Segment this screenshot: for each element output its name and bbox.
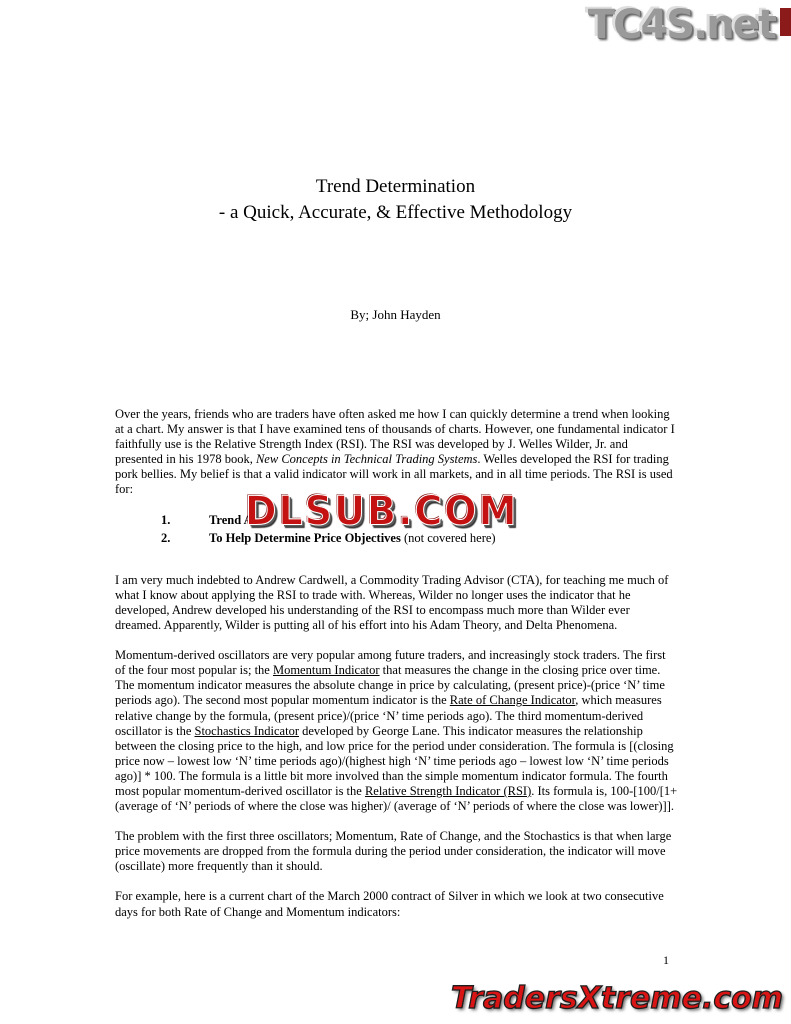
page-number: 1: [663, 953, 669, 967]
list-item-2-label: To Help Determine Price Objectives: [209, 530, 401, 545]
list-item-1-number: 1.: [161, 512, 171, 527]
paragraph-example: For example, here is a current chart of the March 2000 contract of Silver in which we look at two consecutive days for both Rate of Change and Momentum indicators:: [115, 889, 664, 919]
p3-text-e: . Its formula is, 100-[100/[1+(average of ‘N’ periods of where the close was higher)/ (average of ‘N’ periods of where the close was lower)]].: [115, 783, 678, 814]
tradersxtreme-logo: TradersXtreme.com: [451, 981, 783, 1016]
p3-text-c: , which measures relative change by the formula, (present price)/(price ‘N’ time periods ago). The third momentum-derived oscillator is the: [115, 693, 662, 738]
momentum-indicator-term: Momentum Indicator: [272, 663, 380, 678]
stochastics-term: Stochastics Indicator: [194, 723, 299, 738]
p3-text-a: Momentum-derived oscillators are very popular among future traders, and increasingly stock traders. The first of the four most popular is; the: [115, 648, 666, 678]
title-line-1: Trend Determination: [315, 176, 476, 197]
p1-text-cont: . Welles developed the RSI for trading pork bellies. My belief is that a valid indicator will work in all markets, and in all time periods. The RSI is used for:: [115, 452, 673, 497]
list-item-1-label: Trend A: [209, 512, 253, 527]
paragraph-oscillators: [115, 648, 678, 814]
p3-text-d: developed by George Lane. This indicator measures the relationship between the closing price to the high, and low price for the period under consideration. The formula is [(closing price now – lowest low ‘N’ time periods ago)/(highest high ‘N’ time periods ago – lowest low ‘N’ time periods ago)] * 100. The formula is a little bit more involved than the simple momentum indicator formula. The fourth most popular momentum-derived oscillator is the: [115, 723, 674, 798]
paragraph-intro: [115, 407, 678, 498]
p1-text: Over the years, friends who are traders have often asked me how I can quickly determine a trend when looking at a chart. My answer is that I have examined tens of thousands of charts. However, one fundamental indicator I faithfully use is the Relative Strength Index (RSI). The RSI was developed by J. Welles Wilder, Jr. and presented in his 1978 book,: [115, 407, 675, 467]
title-line-2: - a Quick, Accurate, & Effective Methodology: [218, 202, 573, 223]
p3-text-b: that measures the change in the closing price over time. The momentum indicator measures the absolute change in price by calculating, (present price)-(price ‘N’ time periods ago). The second most popular momentum indicator is the: [115, 663, 665, 708]
paragraph-cardwell: I am very much indebted to Andrew Cardwell, a Commodity Trading Advisor (CTA), for teaching me much of what I know about applying the RSI to trade with. Whereas, Wilder no longer uses the indicator that he developed, Andrew developed his understanding of the RSI to encompass much more than Wilder ever dreamed. Apparently, Wilder is putting all of his effort into his Adam Theory, and Delta Phenomena.: [115, 572, 669, 633]
body-text: [115, 407, 678, 935]
dlsub-watermark: DLSUB.COM: [245, 487, 519, 535]
tc4s-logo-red-block: [780, 8, 791, 36]
document-title: [0, 174, 791, 226]
list-item-2-note: (not covered here): [400, 530, 496, 545]
list-item-2-number: 2.: [161, 530, 171, 545]
tc4s-logo-text: TC4S.net: [587, 2, 775, 48]
rate-of-change-term: Rate of Change Indicator: [449, 693, 576, 708]
rsi-term: Relative Strength Indicator (RSI): [364, 783, 532, 798]
byline: By; John Hayden: [350, 307, 441, 322]
book-title: New Concepts in Technical Trading Systems: [255, 452, 478, 467]
paragraph-problem: The problem with the first three oscillators; Momentum, Rate of Change, and the Stochastics is that when large price movements are dropped from the formula during the period under consideration, the indicator will move (oscillate) more frequently than it should.: [115, 829, 672, 874]
tc4s-logo: [588, 2, 775, 48]
